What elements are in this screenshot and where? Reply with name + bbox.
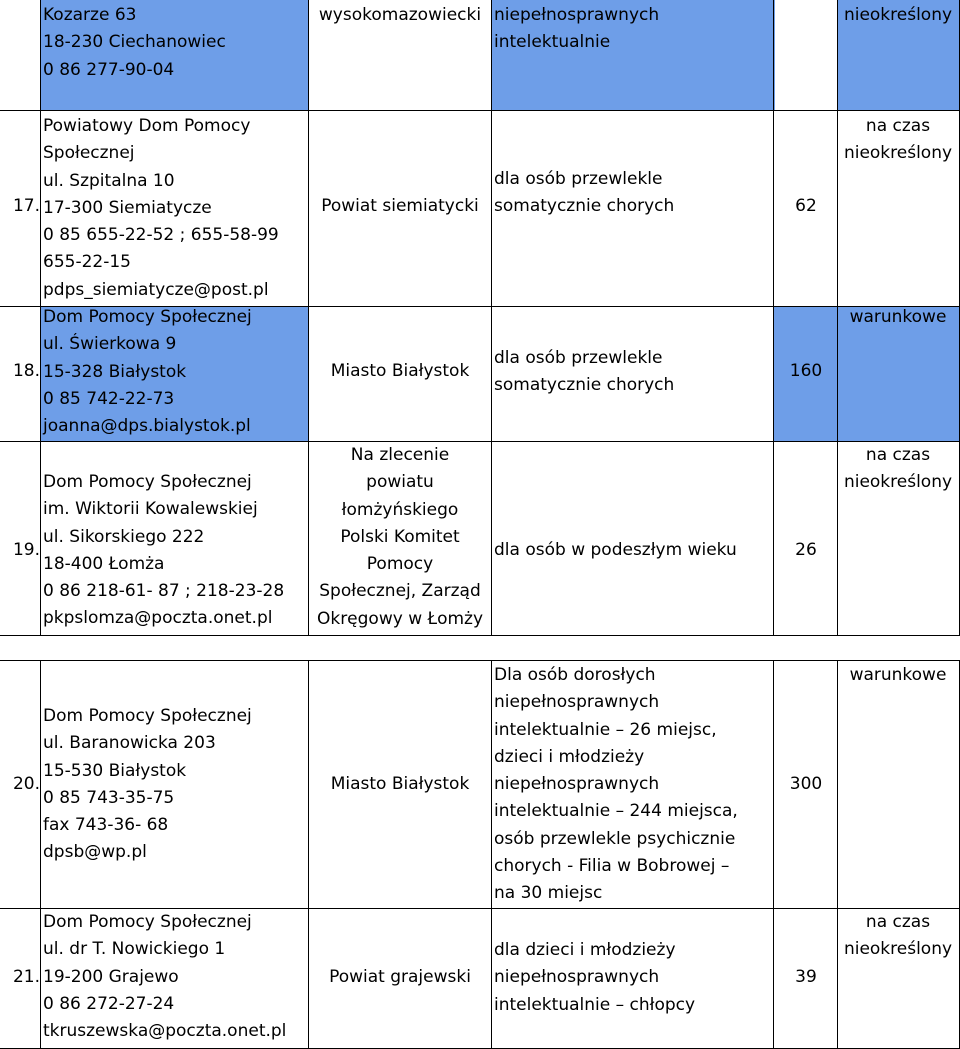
running-organization: Powiat siemiatycki — [321, 196, 479, 216]
capacity: 300 — [789, 774, 823, 794]
permit-status: warunkowe — [849, 665, 947, 685]
permit-status: warunkowe — [849, 307, 947, 327]
row-number: 18. — [12, 361, 40, 381]
facility-type: Dla osób dorosłych niepełnosprawnych intelektualnie – 26 miejsc, dzieci i młodzieży niepełnosprawnych intelektualnie – 244 miejsca, osób przewlekle psychicznie chorych - Filia w Bobrowej – na 30 miejsc — [494, 665, 738, 904]
facility-name-address: Dom Pomocy Społecznej ul. dr T. Nowickiego 1 19-200 Grajewo 0 86 272-27-24 tkruszewska@poczta.onet.pl — [43, 912, 287, 1042]
permit-status: nieokreślony — [843, 5, 953, 25]
row-white-cell — [775, 0, 837, 110]
capacity: 39 — [795, 967, 817, 987]
row-number: 20. — [12, 774, 40, 794]
row-white-cell — [0, 0, 40, 110]
row-number: 17. — [12, 196, 40, 216]
capacity: 62 — [795, 196, 817, 216]
facility-type: dla dzieci i młodzieży niepełnosprawnych intelektualnie – chłopcy — [494, 940, 696, 1015]
permit-status: na czas nieokreślony — [843, 445, 953, 493]
facility-name-address: Dom Pomocy Społecznej ul. Baranowicka 203 15-530 Białystok 0 85 743-35-75 fax 743-36- 68 dpsb@wp.pl — [43, 706, 252, 863]
row-number: 21. — [12, 967, 40, 987]
facility-name-address: Powiatowy Dom Pomocy Społecznej ul. Szpitalna 10 17-300 Siemiatycze 0 85 655-22-52 ; 655-58-99 655-22-15 pdps_siemiatycze@post.pl — [43, 116, 279, 300]
running-organization: Na zlecenie powiatu łomżyńskiego Polski Komitet Pomocy Społecznej, Zarząd Okręgowy w Łomży — [316, 445, 484, 629]
running-organization: Miasto Białystok — [330, 774, 470, 794]
permit-status: na czas nieokreślony — [843, 116, 953, 164]
row-number: 19. — [12, 540, 40, 560]
facility-type: niepełnosprawnych intelektualnie — [494, 5, 660, 53]
running-organization: Powiat grajewski — [329, 967, 471, 987]
capacity: 26 — [795, 540, 817, 560]
facility-type: dla osób przewlekle somatycznie chorych — [494, 169, 675, 217]
permit-status: na czas nieokreślony — [843, 912, 953, 960]
facility-name-address: Dom Pomocy Społecznej ul. Świerkowa 9 15-328 Białystok 0 85 742-22-73 joanna@dps.bialystok.pl — [43, 307, 252, 437]
facility-name-address: Dom Pomocy Społecznej im. Wiktorii Kowalewskiej ul. Sikorskiego 222 18-400 Łomża 0 86 218-61- 87 ; 218-23-28 pkpslomza@poczta.onet.pl — [43, 472, 285, 629]
running-organization: wysokomazowiecki — [318, 5, 482, 25]
facility-type: dla osób przewlekle somatycznie chorych — [494, 348, 675, 396]
capacity: 160 — [789, 361, 823, 381]
facility-name-address: Kozarze 63 18-230 Ciechanowiec 0 86 277-90-04 — [43, 5, 226, 80]
running-organization: Miasto Białystok — [330, 361, 470, 381]
facility-type: dla osób w podeszłym wieku — [494, 540, 737, 560]
